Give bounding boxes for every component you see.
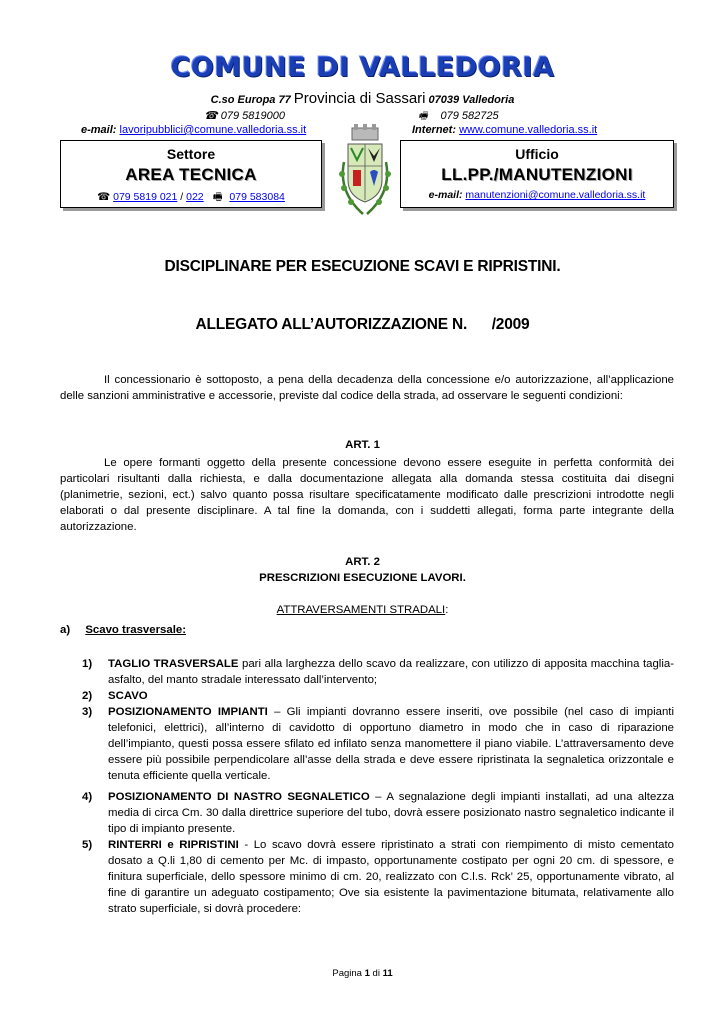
office-caption: Ufficio (515, 146, 559, 162)
sector-phone-sep: / (180, 191, 184, 203)
document-subheading: ALLEGATO ALL’AUTORIZZAZIONE N. /2009 (195, 316, 530, 333)
page-footer (0, 968, 725, 979)
address-city: 07039 Valledoria (428, 94, 515, 106)
list-item-body: pari alla larghezza dello scavo da realizzare, con utilizzo di apposita macchina taglia-asfalto, del manto stradale interessato dall’intervento; (108, 658, 674, 686)
document-heading: DISCIPLINARE PER ESECUZIONE SCAVI E RIPRISTINI. (164, 258, 561, 275)
sector-phone-b[interactable]: 022 (186, 191, 204, 203)
subsection-a-title: Scavo trasversale: (85, 624, 186, 636)
fax-icon: 🖷 (418, 111, 428, 122)
page-title: COMUNE DI VALLEDORIA (170, 52, 555, 83)
phone-icon: ☎ (97, 191, 111, 203)
page-label: Pagina (332, 968, 362, 979)
list-item-number: 5) (82, 839, 93, 851)
art1-title: ART. 1 (345, 439, 380, 451)
intro-paragraph: Il concessionario è sottoposto, a pena della decadenza della concessione e/o autorizzazione, all’applicazione delle sanzioni amministrative e accessorie, previste dal codice della strada, ad osservare le seguenti condizioni: (60, 374, 674, 402)
section-heading-text: ATTRAVERSAMENTI STRADALI (276, 604, 446, 616)
art1-paragraph: Le opere formanti oggetto della presente concessione devono essere eseguite in perfetta conformità dei particolari risultanti dalla richiesta, e dalla documentazione allegata alla domanda stessa costituita dai disegni (planimetrie, sezioni, ect.) salvo quanto possa risultare specificatamente modificato dalle prescrizioni introdotte negli elaborati o dal presente disciplinare. A tal fine la domanda, con i suddetti allegati, forma parte integrante della autorizzazione. (60, 457, 674, 533)
list-item-title: SCAVO (108, 690, 148, 702)
office-email-label: e-mail: (428, 189, 463, 201)
art2-subtitle: PRESCRIZIONI ESECUZIONE LAVORI. (259, 572, 466, 584)
office-name: LL.PP./MANUTENZIONI (441, 165, 633, 184)
page-of-label: di (372, 968, 380, 979)
address-province: Provincia di Sassari (293, 90, 426, 107)
art2-title: ART. 2 (345, 556, 380, 568)
list-item-title: RINTERRI e RIPRISTINI (108, 839, 239, 851)
list-item-title: POSIZIONAMENTO IMPIANTI (108, 706, 268, 718)
address-line (0, 90, 725, 107)
list-item-title: TAGLIO TRASVERSALE (108, 658, 239, 670)
list-item (60, 837, 674, 933)
list-item-body: – Gli impianti dovranno essere inseriti, ove possibile (nel caso di impianti telefonici, elettrici), all’interno di cavidotto di opportuno diametro in modo che in caso di riparazione dell’impianto, questi possa essere sfilato ed infilato senza manomettere il piano viabile. L’attraversamento deve essere più possibile perpendicolare all’asse della strada e deve essere ripristinata la segnaletica orizzontale e tenuta efficiente quella verticale. (108, 706, 675, 782)
email-line (81, 124, 306, 136)
list-item-text (108, 704, 674, 784)
phone-icon: ☎ (204, 110, 218, 122)
internet-link[interactable]: www.comune.valledoria.ss.it (459, 124, 598, 136)
phone-number: 079 5819000 (220, 110, 285, 122)
subsection-a (60, 622, 674, 638)
list-item-number: 2) (82, 690, 93, 702)
internet-line (412, 124, 597, 136)
list-item-text (108, 656, 674, 688)
list-item (60, 704, 674, 784)
list-item-body: - Lo scavo dovrà essere ripristinato a strati con riempimento di misto cementato dosato a Q.li 1,80 di cemento per Mc. di impasto, opportunamente costipato per ogni 20 cm. di spessore, e finitura superficiale, dello spessore minimo di cm. 20, realizzato con C.l.s. Rck’ 25, opportunamente vibrato, al fine di garantire un adeguato costipamento; Ove sia esistente la pavimentazione bitumata, relativamente allo strato superficiale, si dovrà procedere: (108, 839, 674, 915)
list-item (60, 656, 674, 688)
list-item-title: POSIZIONAMENTO DI NASTRO SEGNALETICO (108, 791, 370, 803)
list-item-number: 1) (82, 658, 93, 670)
sector-fax[interactable]: 079 583084 (229, 191, 285, 203)
phone-line (204, 109, 285, 122)
office-box (400, 140, 674, 208)
email-label: e-mail: (81, 124, 117, 136)
list-item-text (108, 837, 674, 917)
sector-phone-a[interactable]: 079 5819 021 (113, 191, 178, 203)
address-street: C.so Europa 77 (210, 94, 291, 106)
sector-box (60, 140, 322, 208)
list-item (60, 789, 674, 837)
fax-number: 079 582725 (440, 110, 499, 122)
email-link[interactable]: lavoripubblici@comune.valledoria.ss.it (119, 124, 307, 136)
list-item-body: – A segnalazione degli impianti installati, ad una altezza media di circa Cm. 30 dalla direttrice superiore del tubo, dovrà essere posizionato nastro segnaletico indicante il tipo di impianto presente. (108, 791, 675, 835)
page-number: 1 (364, 968, 370, 979)
list-item-number: 4) (82, 791, 93, 803)
section-heading (0, 604, 725, 616)
coat-of-arms-icon (330, 122, 400, 222)
section-heading-colon: : (445, 604, 449, 616)
list-item (60, 688, 674, 704)
fax-icon: 🖷 (212, 191, 223, 203)
subsection-a-letter: a) (60, 624, 71, 636)
sector-contacts (61, 189, 321, 207)
internet-label: Internet: (412, 124, 456, 136)
sector-caption: Settore (166, 146, 216, 162)
list-item-text (108, 688, 674, 704)
page-total: 11 (382, 968, 393, 979)
office-email-link[interactable]: manutenzioni@comune.valledoria.ss.it (465, 189, 646, 201)
office-contacts (401, 189, 673, 201)
list-item-number: 3) (82, 706, 93, 718)
sector-name: AREA TECNICA (125, 165, 257, 184)
list-item-text (108, 789, 674, 837)
